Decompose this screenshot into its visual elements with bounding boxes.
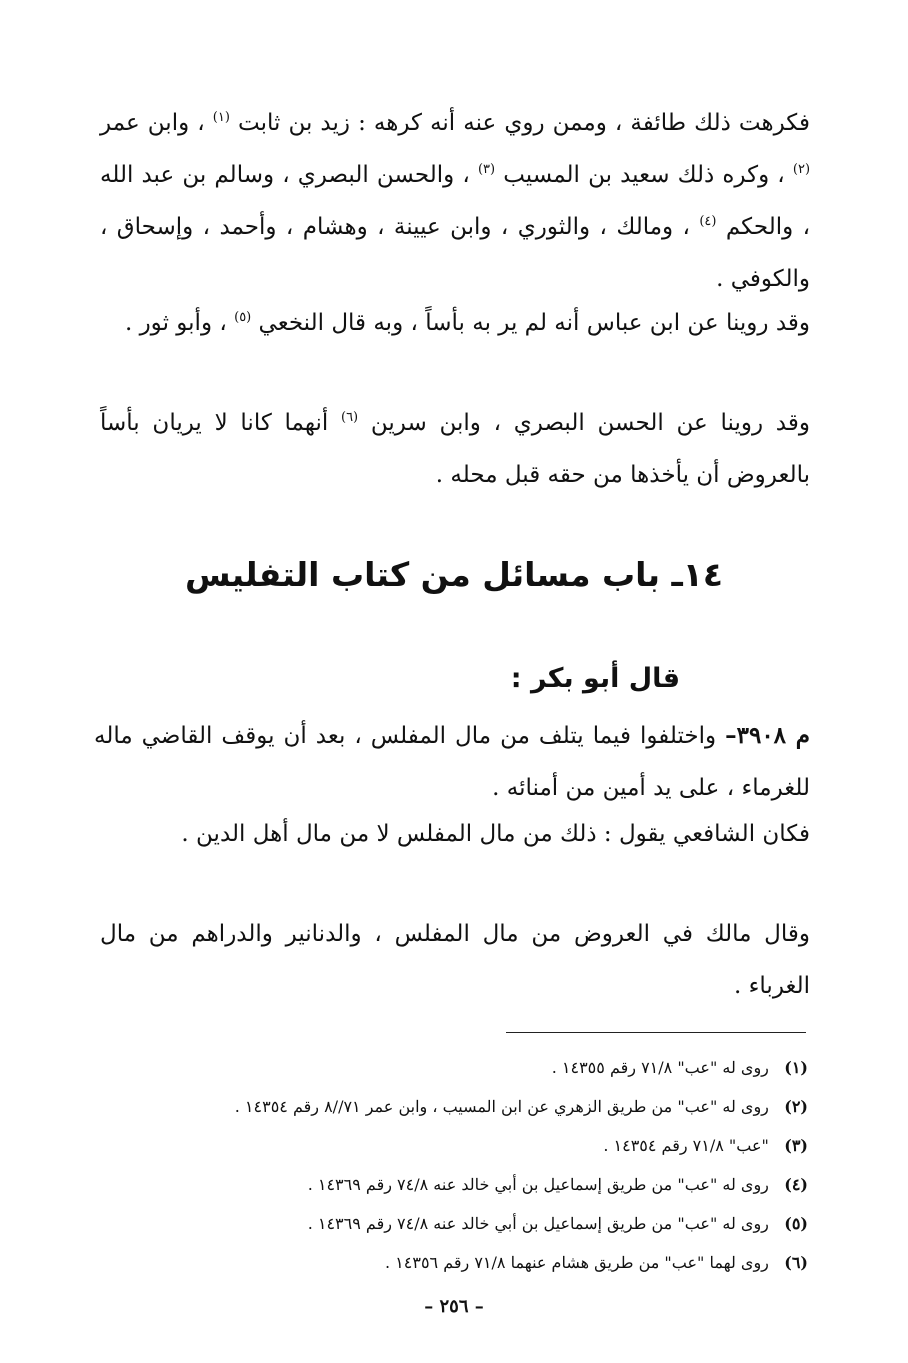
paragraph-text: فكرهت ذلك طائفة ، وممن روي عنه أنه كرهه : زيد بن ثابت <box>229 110 810 136</box>
footnote-text: "عب" ٧١/٨ رقم ١٤٣٥٤ . <box>603 1136 769 1155</box>
footnote-number: (٣) <box>784 1136 808 1155</box>
footnote-item <box>88 1165 808 1204</box>
page-number: – ٢٥٦ – <box>424 1296 484 1317</box>
paragraph-hasan-basri <box>100 397 810 501</box>
footnote-number: (٦) <box>784 1253 808 1272</box>
paragraph-malik: وقال مالك في العروض من مال المفلس ، والدنانير والدراهم من مال الغرباء . <box>100 921 810 999</box>
footnote-text: روى له "عب" من طريق إسماعيل بن أبي خالد عنه ٧٤/٨ رقم ١٤٣٦٩ . <box>307 1214 769 1233</box>
paragraph-opinions <box>100 97 810 305</box>
footnote-item <box>88 1126 808 1165</box>
issue-paragraph <box>94 710 810 814</box>
footnote-item <box>88 1087 808 1126</box>
footnote-text: روى له "عب" من طريق الزهري عن ابن المسيب ، وابن عمر ٧١//٨ رقم ١٤٣٥٤ . <box>234 1097 769 1116</box>
issue-text: واختلفوا فيما يتلف من مال المفلس ، بعد أن يوقف القاضي ماله للغرماء ، على يد أمين من أمنائه . <box>94 723 810 801</box>
chapter-heading: ١٤ـ باب مسائل من كتاب التفليس <box>184 555 724 594</box>
footnote-number: (٢) <box>784 1097 808 1116</box>
paragraph-text: وقد روينا عن ابن عباس أنه لم ير به بأساً ، وبه قال النخعي <box>251 310 810 336</box>
footnote-ref-2[interactable]: (٢) <box>792 162 811 177</box>
paragraph-text: ، والحسن البصري ، وسالم بن عبد الله ، والحكم <box>100 162 811 240</box>
footnote-ref-4[interactable]: (٤) <box>699 214 717 229</box>
footnote-item <box>88 1048 808 1087</box>
footnote-divider <box>506 1032 806 1033</box>
footnotes-list <box>88 1048 808 1282</box>
paragraph-ibn-abbas <box>100 297 810 349</box>
footnote-item <box>88 1243 808 1282</box>
paragraph-shafii: فكان الشافعي يقول : ذلك من مال المفلس لا من مال أهل الدين . <box>181 821 810 847</box>
paragraph-text: ، وكره ذلك سعيد بن المسيب <box>495 162 793 188</box>
paragraph-text: أنهما كانا لا يريان بأساً بالعروض أن يأخذها من حقه قبل محله . <box>100 410 810 488</box>
paragraph-text: ، ومالك ، والثوري ، وابن عيينة ، وهشام ، وأحمد ، وإسحاق ، والكوفي . <box>100 214 810 292</box>
footnote-ref-5[interactable]: (٥) <box>234 310 252 325</box>
footnote-ref-1[interactable]: (١) <box>212 110 230 125</box>
paragraph-text: وقد روينا عن الحسن البصري ، وابن سرين <box>358 410 810 436</box>
speaker-line: قال أبو بكر : <box>510 663 680 694</box>
footnote-text: روى لهما "عب" من طريق هشام عنهما ٧١/٨ رقم ١٤٣٥٦ . <box>384 1253 769 1272</box>
issue-number: م ٣٩٠٨– <box>725 722 810 749</box>
paragraph-text: ، وابن عمر <box>100 110 213 136</box>
footnote-number: (٥) <box>784 1214 808 1233</box>
footnote-number: (١) <box>784 1058 808 1077</box>
paragraph-text: ، وأبو ثور . <box>124 310 235 336</box>
footnote-item <box>88 1204 808 1243</box>
footnote-text: روى له "عب" ٧١/٨ رقم ١٤٣٥٥ . <box>551 1058 769 1077</box>
footnote-number: (٤) <box>784 1175 808 1194</box>
footnote-ref-6[interactable]: (٦) <box>340 410 359 425</box>
footnote-text: روى له "عب" من طريق إسماعيل بن أبي خالد عنه ٧٤/٨ رقم ١٤٣٦٩ . <box>307 1175 769 1194</box>
footnote-ref-3[interactable]: (٣) <box>477 162 496 177</box>
